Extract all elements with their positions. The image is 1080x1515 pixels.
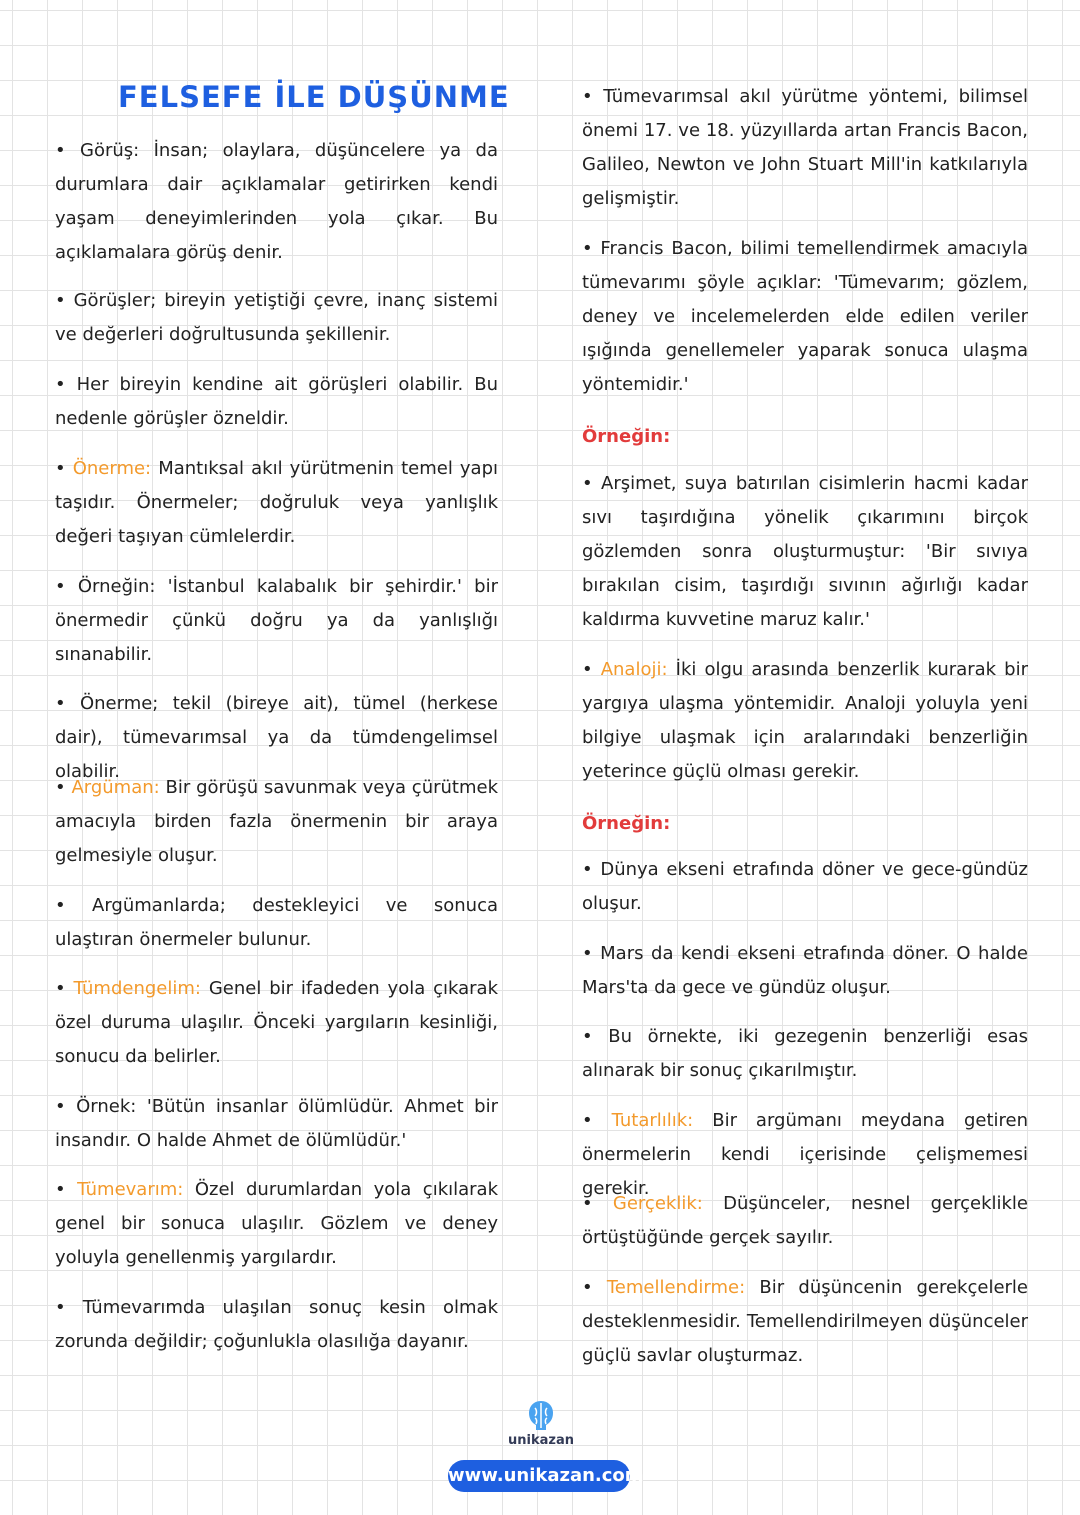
paragraph-onerme-tur: • Önerme; tekil (bireye ait), tümel (herkese dair), tümevarımsal ya da tümdengelimsel olabilir. bbox=[55, 693, 498, 782]
paragraph-dunya: • Dünya ekseni etrafında döner ve gece-gündüz oluşur. bbox=[582, 859, 1028, 914]
keyword-analoji: Analoji: bbox=[600, 659, 668, 680]
example-heading-2: Örneğin: bbox=[582, 813, 671, 834]
paragraph-analoji: • Analoji: İki olgu arasında benzerlik kurarak bir yargıya ulaşma yöntemidir. Analoji yoluyla yeni bilgiye ulaşmak için aralarındaki benzerliğin yeterince güçlü olması gerekir. bbox=[582, 659, 1028, 782]
paragraph-temellendirme: • Temellendirme: Bir düşüncenin gerekçelerle desteklenmesidir. Temellendirilmeyen düşünceler güçlü savlar oluşturmaz. bbox=[582, 1277, 1028, 1366]
paragraph-onerme: • Önerme: Mantıksal akıl yürütmenin temel yapı taşıdır. Önermeler; doğruluk veya yanlışlık değeri taşıyan cümlelerdir. bbox=[55, 458, 498, 547]
paragraph-tutarlilik: • Tutarlılık: Bir argümanı meydana getiren önermelerin kendi içerisinde çelişmemesi gerekir. bbox=[582, 1110, 1028, 1199]
keyword-arguman: Argüman: bbox=[71, 777, 160, 798]
paragraph-gorus: • Görüş: İnsan; olaylara, düşüncelere ya da durumlara dair açıklamalar getirirken kendi yaşam deneyimlerinden yola çıkar. Bu açıklamalara görüş denir. bbox=[55, 140, 498, 263]
paragraph-gorusler: • Görüşler; bireyin yetiştiği çevre, inanç sistemi ve değerleri doğrultusunda şekillenir. bbox=[55, 290, 498, 345]
paragraph-ornegin-istanbul: • Örneğin: 'İstanbul kalabalık bir şehirdir.' bir önermedir çünkü doğru ya da yanlışlığı sınanabilir. bbox=[55, 576, 498, 665]
paragraph-arguman: • Argüman: Bir görüşü savunmak veya çürütmek amacıyla birden fazla önermenin bir araya gelmesiyle oluşur. bbox=[55, 777, 499, 866]
paragraph-bu-ornekte: • Bu örnekte, iki gezegenin benzerliği esas alınarak bir sonuç çıkarılmıştır. bbox=[582, 1026, 1028, 1081]
keyword-tumdengelim: Tümdengelim: bbox=[73, 978, 201, 999]
paragraph-arsimet: • Arşimet, suya batırılan cisimlerin hacmi kadar sıvı taşırdığına yönelik çıkarımını birçok gözlemden sonra oluşturmuştur: 'Bir sıvıya bırakılan cisim, taşırdığı sıvının ağırlığı kadar kaldırma kuvvetine maruz kalır.' bbox=[582, 473, 1028, 630]
paragraph-mars: • Mars da kendi ekseni etrafında döner. O halde Mars'ta da gece ve gündüz oluşur. bbox=[582, 943, 1028, 998]
paragraph-argumanlarda: • Argümanlarda; destekleyici ve sonuca ulaştıran önermeler bulunur. bbox=[55, 895, 498, 950]
website-link[interactable]: www.unikazan.com bbox=[448, 1460, 630, 1492]
keyword-tumevarim: Tümevarım: bbox=[77, 1179, 184, 1200]
keyword-gerceklik: Gerçeklik: bbox=[612, 1193, 703, 1214]
keyword-onerme: Önerme: bbox=[72, 458, 152, 479]
paragraph-tumevarimda: • Tümevarımda ulaşılan sonuç kesin olmak zorunda değildir; çoğunlukla olasılığa dayanır. bbox=[55, 1297, 498, 1352]
brand-logo bbox=[508, 1398, 574, 1448]
brand-name: unikazan bbox=[508, 1433, 574, 1448]
paragraph-bacon: • Francis Bacon, bilimi temellendirmek amacıyla tümevarımı şöyle açıklar: 'Tümevarım; gözlem, deney ve incelemelerden elde edilen veriler ışığında genellemeler yaparak sonuca ulaşma yöntemidir.' bbox=[582, 238, 1028, 395]
page-title: FELSEFE İLE DÜŞÜNME bbox=[118, 80, 510, 114]
paragraph-tumevarimsal: • Tümevarımsal akıl yürütme yöntemi, bilimsel önemi 17. ve 18. yüzyıllarda artan Francis Bacon, Galileo, Newton ve John Stuart Mill'in katkılarıyla gelişmiştir. bbox=[582, 86, 1028, 209]
paragraph-tumdengelim: • Tümdengelim: Genel bir ifadeden yola çıkarak özel duruma ulaşılır. Önceki yargıların kesinliği, sonucu da belirler. bbox=[55, 978, 498, 1067]
keyword-temellendirme: Temellendirme: bbox=[606, 1277, 746, 1298]
head-icon bbox=[524, 1398, 558, 1432]
paragraph-bireyin: • Her bireyin kendine ait görüşleri olabilir. Bu nedenle görüşler özneldir. bbox=[55, 374, 498, 429]
paragraph-tumevarim: • Tümevarım: Özel durumlardan yola çıkılarak genel bir sonuca ulaşılır. Gözlem ve deney yoluyla genellenmiş yargılardır. bbox=[55, 1179, 499, 1268]
example-heading-1: Örneğin: bbox=[582, 426, 671, 447]
paragraph-ornek-ahmet: • Örnek: 'Bütün insanlar ölümlüdür. Ahmet bir insandır. O halde Ahmet de ölümlüdür.' bbox=[55, 1096, 498, 1151]
paragraph-gerceklik: • Gerçeklik: Düşünceler, nesnel gerçeklikle örtüştüğünde gerçek sayılır. bbox=[582, 1193, 1028, 1248]
keyword-tutarlilik: Tutarlılık: bbox=[611, 1110, 694, 1131]
